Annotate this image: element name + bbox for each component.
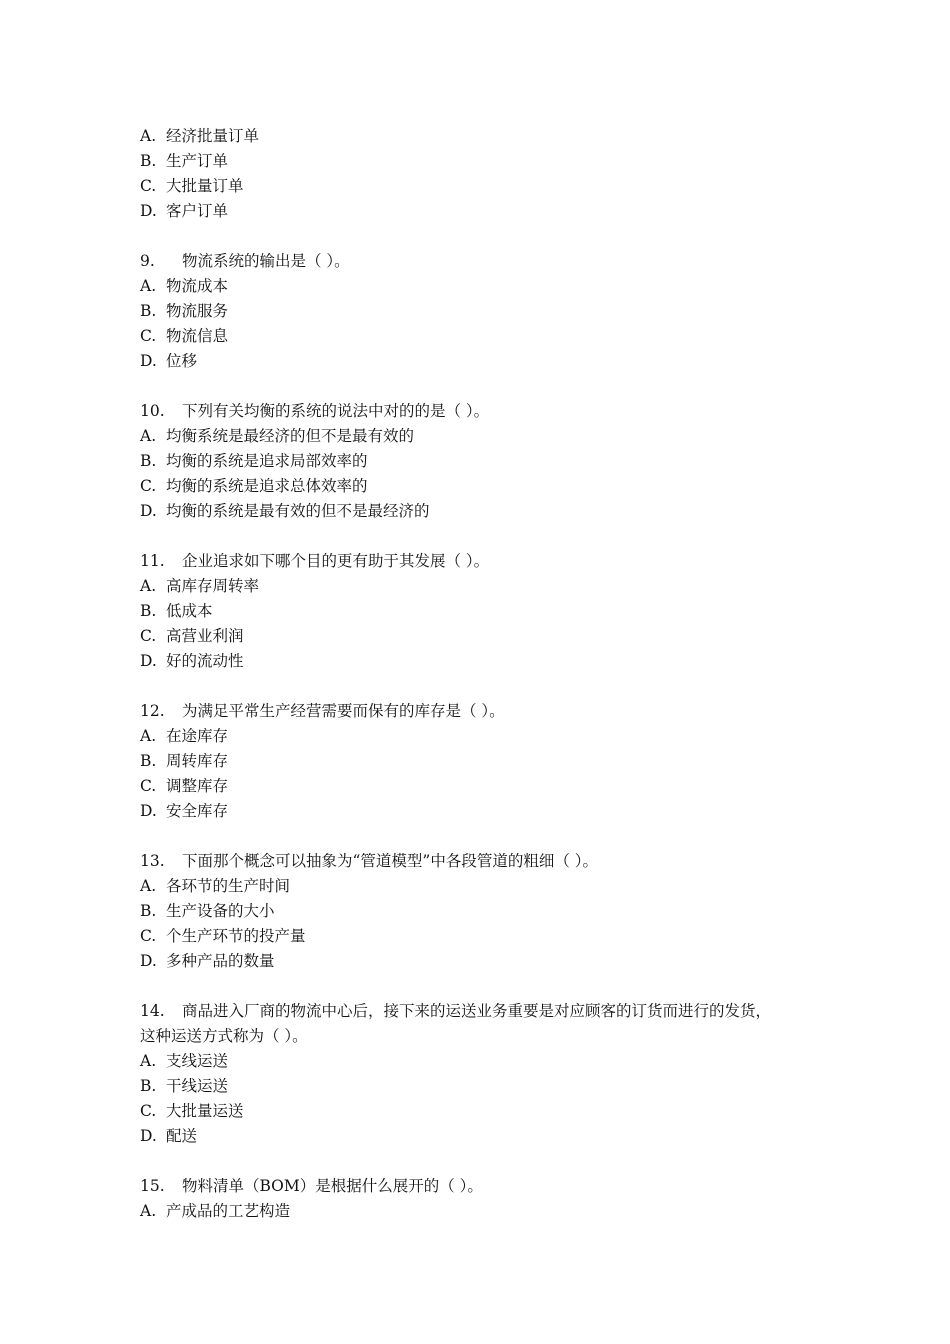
- question-10: [140, 399, 840, 524]
- option-c: C. 物流信息: [140, 327, 229, 345]
- spacer: [140, 374, 840, 399]
- question-stem: 15. 物料清单（BOM）是根据什么展开的（ ）。: [140, 1177, 483, 1195]
- question-9: [140, 249, 840, 374]
- option-b: B. 低成本: [140, 602, 213, 620]
- option-c: C. 调整库存: [140, 777, 229, 795]
- option-b: B. 生产订单: [140, 152, 229, 170]
- option-d: D. 客户订单: [140, 202, 229, 220]
- question-stem: 9. 物流系统的输出是（ ）。: [140, 252, 350, 270]
- question-stem: 10. 下列有关均衡的系统的说法中对的的是（ ）。: [140, 402, 490, 420]
- option-c: C. 均衡的系统是追求总体效率的: [140, 477, 368, 495]
- spacer: [140, 674, 840, 699]
- question-stem: 14. 商品进入厂商的物流中心后，接下来的运送业务重要是对应顾客的订货而进行的发货，: [140, 1002, 772, 1020]
- question-stem-continued: 这种运送方式称为（ ）。: [140, 1027, 308, 1045]
- option-d: D. 均衡的系统是最有效的但不是最经济的: [140, 502, 430, 520]
- question-13: [140, 849, 840, 974]
- option-a: A. 经济批量订单: [140, 127, 260, 145]
- question-stem: 11. 企业追求如下哪个目的更有助于其发展（ ）。: [140, 552, 490, 570]
- option-b: B. 均衡的系统是追求局部效率的: [140, 452, 368, 470]
- document-page: [140, 124, 840, 1224]
- option-b: B. 物流服务: [140, 302, 229, 320]
- option-b: B. 生产设备的大小: [140, 902, 275, 920]
- spacer: [140, 974, 840, 999]
- option-c: C. 个生产环节的投产量: [140, 927, 306, 945]
- option-a: A. 各环节的生产时间: [140, 877, 291, 895]
- question-8-options: [140, 124, 840, 224]
- option-a: A. 物流成本: [140, 277, 229, 295]
- question-12: [140, 699, 840, 824]
- question-stem: 12. 为满足平常生产经营需要而保有的库存是（ ）。: [140, 702, 505, 720]
- option-b: B. 干线运送: [140, 1077, 229, 1095]
- option-d: D. 好的流动性: [140, 652, 244, 670]
- option-a: A. 产成品的工艺构造: [140, 1202, 291, 1220]
- option-b: B. 周转库存: [140, 752, 229, 770]
- option-d: D. 位移: [140, 352, 198, 370]
- option-c: C. 大批量运送: [140, 1102, 244, 1120]
- question-11: [140, 549, 840, 674]
- question-stem: 13. 下面那个概念可以抽象为“管道模型”中各段管道的粗细（ ）。: [140, 852, 599, 870]
- option-c: C. 高营业利润: [140, 627, 244, 645]
- option-c: C. 大批量订单: [140, 177, 244, 195]
- question-14: [140, 999, 840, 1149]
- option-a: A. 在途库存: [140, 727, 229, 745]
- option-d: D. 配送: [140, 1127, 198, 1145]
- option-a: A. 高库存周转率: [140, 577, 260, 595]
- option-a: A. 均衡系统是最经济的但不是最有效的: [140, 427, 415, 445]
- question-15: [140, 1174, 840, 1224]
- spacer: [140, 224, 840, 249]
- spacer: [140, 1149, 840, 1174]
- option-a: A. 支线运送: [140, 1052, 229, 1070]
- spacer: [140, 824, 840, 849]
- spacer: [140, 524, 840, 549]
- option-d: D. 安全库存: [140, 802, 229, 820]
- option-d: D. 多种产品的数量: [140, 952, 275, 970]
